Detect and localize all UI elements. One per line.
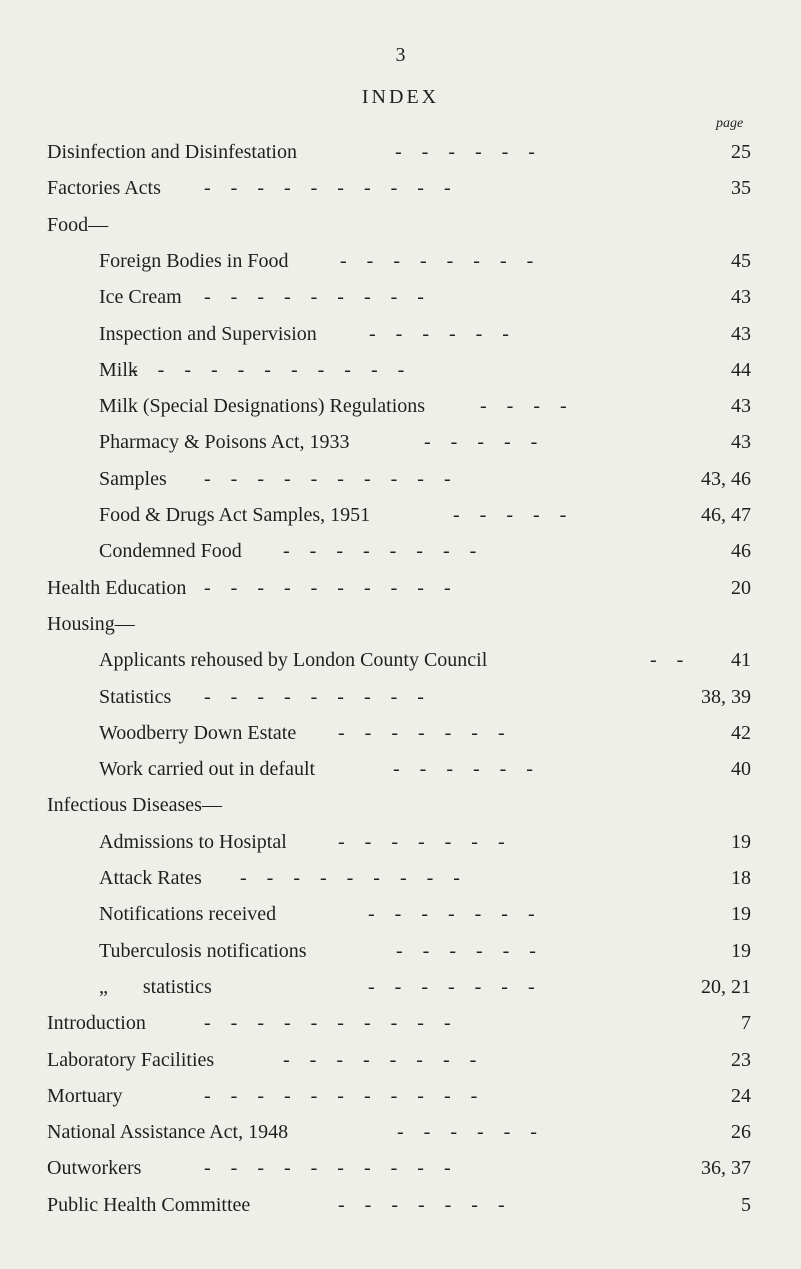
index-entry-page: 43, 46: [701, 467, 751, 490]
index-entry-leader: - - - - -: [424, 431, 538, 454]
index-entry-page: 7: [741, 1012, 751, 1035]
index-entry-label: Housing—: [47, 612, 135, 635]
index-entry-leader: - - - - - - -: [368, 903, 535, 926]
index-entry-leader: - - - - - - - - - -: [204, 576, 451, 599]
index-entry: [0, 1078, 801, 1114]
index-entry-leader: - - - - - - -: [338, 721, 505, 744]
index-entry: [0, 424, 801, 460]
index-entry-page: 42: [731, 721, 751, 744]
index-entry-page: 19: [731, 939, 751, 962]
index-entry-leader: - - - - - -: [369, 322, 509, 345]
index-entry: [0, 860, 801, 896]
index-entry-leader: - - - - - - - - -: [240, 867, 460, 889]
index-entry: [0, 751, 801, 787]
index-entry-label: Woodberry Down Estate: [99, 721, 297, 744]
index-entry-label: Work carried out in default: [99, 758, 316, 781]
index-entry-label: Ice Cream: [99, 286, 182, 309]
index-entry: [0, 352, 801, 388]
index-entry-leader: - - - - - - - - - - -: [131, 358, 405, 381]
index-entry-label: Factories Acts: [47, 177, 161, 200]
index-entry-leader: - - - - - -: [397, 1121, 537, 1144]
index-entry-leader: - - - - - - -: [368, 975, 535, 998]
index-entry-leader: - - - - - -: [395, 141, 535, 163]
index-entry-label: Introduction: [47, 1012, 146, 1035]
index-entry: [0, 570, 801, 606]
index-entry-label: Milk (Special Designations) Regulations: [99, 395, 426, 418]
index-entry: [0, 1005, 801, 1041]
index-entry-page: 43: [731, 395, 751, 418]
index-entry-label: Inspection and Supervision: [99, 322, 317, 345]
index-entry: [0, 279, 801, 315]
index-entry-page: 43: [731, 286, 751, 309]
index-entry-page: 40: [731, 758, 751, 781]
index-entry-label: Mortuary: [47, 1084, 123, 1107]
index-entry-leader: - - - -: [480, 395, 567, 418]
index-entry: [0, 207, 801, 243]
index-entry: [0, 1187, 801, 1223]
index-entry-label: Outworkers: [47, 1157, 142, 1180]
index-entry: [0, 461, 801, 497]
index-entry: [0, 969, 801, 1005]
index-entry-leader: - - - - -: [453, 504, 567, 526]
index-entry: [0, 316, 801, 352]
index-entry-label: Laboratory Facilities: [47, 1048, 215, 1071]
index-entry: [0, 134, 801, 170]
index-entry-label: Pharmacy & Poisons Act, 1933: [99, 431, 350, 454]
index-entry-label: Food & Drugs Act Samples, 1951: [99, 504, 371, 526]
index-entry: [0, 497, 801, 533]
page-title: INDEX: [361, 86, 440, 108]
index-entry-leader: - - - - - - - - - -: [204, 177, 451, 200]
index-entry-leader: - - - - - - - - - - -: [204, 1084, 478, 1107]
index-entry-leader: - - - - - - - - -: [204, 286, 424, 309]
index-entry-page: 20: [731, 576, 751, 599]
index-entry-page: 26: [731, 1121, 751, 1144]
index-entry: [0, 824, 801, 860]
index-entry-leader: - - - - - -: [396, 939, 536, 962]
index-entry-leader: - - - - - - -: [338, 1193, 505, 1216]
index-entry-page: 45: [731, 249, 751, 272]
index-entry: [0, 1042, 801, 1078]
index-entry-label: Foreign Bodies in Food: [99, 249, 289, 272]
index-entry-leader: - - - - - - - - - -: [204, 467, 451, 490]
index-entry-label: „ statistics: [99, 975, 212, 998]
index-entry: [0, 896, 801, 932]
index-entry-page: 44: [731, 358, 751, 381]
index-entry-label: Notifications received: [99, 903, 277, 926]
index-entry-label: Samples: [99, 467, 167, 490]
index-entry-label: Tuberculosis notifications: [99, 939, 307, 962]
index-entry-label: Health Education: [47, 576, 187, 599]
index-entry-leader: - - - - - - - -: [283, 1048, 477, 1071]
page-column-label: page: [716, 116, 744, 131]
index-entry-label: Public Health Committee: [47, 1193, 251, 1216]
index-entry: [0, 243, 801, 279]
index-entry-page: 38, 39: [701, 685, 751, 708]
index-entry-page: 24: [731, 1084, 751, 1107]
index-entry-page: 36, 37: [701, 1157, 751, 1180]
index-entry-label: Admissions to Hosiptal: [99, 830, 287, 853]
index-entry: [0, 606, 801, 642]
index-entry-leader: - - - - - - - - - -: [204, 1157, 451, 1180]
index-entry-page: 5: [741, 1193, 751, 1216]
index-entry-leader: - - - - - -: [393, 758, 533, 781]
index-entry: [0, 715, 801, 751]
index-entry-page: 41: [731, 649, 751, 672]
index-entry: [0, 933, 801, 969]
index-entry-page: 46, 47: [701, 504, 751, 526]
index-entry-page: 23: [731, 1048, 751, 1071]
index-entry-page: 25: [731, 141, 751, 163]
index-entry-leader: - - - - - - - - - -: [204, 1012, 451, 1035]
index-entry-leader: - - - - - - -: [338, 830, 505, 853]
index-entry-page: 19: [731, 830, 751, 853]
index-entry-label: Applicants rehoused by London County Council: [99, 649, 488, 672]
index-entry-page: 43: [731, 322, 751, 345]
index-entry: [0, 533, 801, 569]
index-entry-leader: - - - - - - - -: [340, 249, 534, 272]
index-entry-label: Statistics: [99, 685, 172, 708]
index-entry: [0, 170, 801, 206]
index-entry-label: Food—: [47, 213, 109, 236]
index-entry-label: Disinfection and Disinfestation: [47, 141, 297, 163]
index-entry: [0, 787, 801, 823]
index-entry: [0, 679, 801, 715]
index-entry-label: Infectious Diseases—: [47, 794, 222, 817]
index-entry-page: 35: [731, 177, 751, 200]
index-entry-page: 19: [731, 903, 751, 926]
index-entry-leader: - - - - - - - -: [283, 540, 477, 563]
index-entry-label: National Assistance Act, 1948: [47, 1121, 289, 1144]
index-entry-label: Condemned Food: [99, 540, 242, 563]
index-entry-page: 46: [731, 540, 751, 563]
index-entry-leader: - -: [650, 649, 684, 672]
index-entry: [0, 642, 801, 678]
index-entry: [0, 1150, 801, 1186]
index-entry: [0, 1114, 801, 1150]
index-entry-leader: - - - - - - - - -: [204, 685, 424, 708]
page-number: 3: [395, 44, 406, 66]
index-entry: [0, 388, 801, 424]
index-entry-page: 43: [731, 431, 751, 454]
index-entry-page: 20, 21: [701, 975, 751, 998]
index-entry-label: Milk: [99, 358, 138, 381]
index-entry-page: 18: [731, 867, 751, 889]
index-entry-label: Attack Rates: [99, 867, 202, 889]
